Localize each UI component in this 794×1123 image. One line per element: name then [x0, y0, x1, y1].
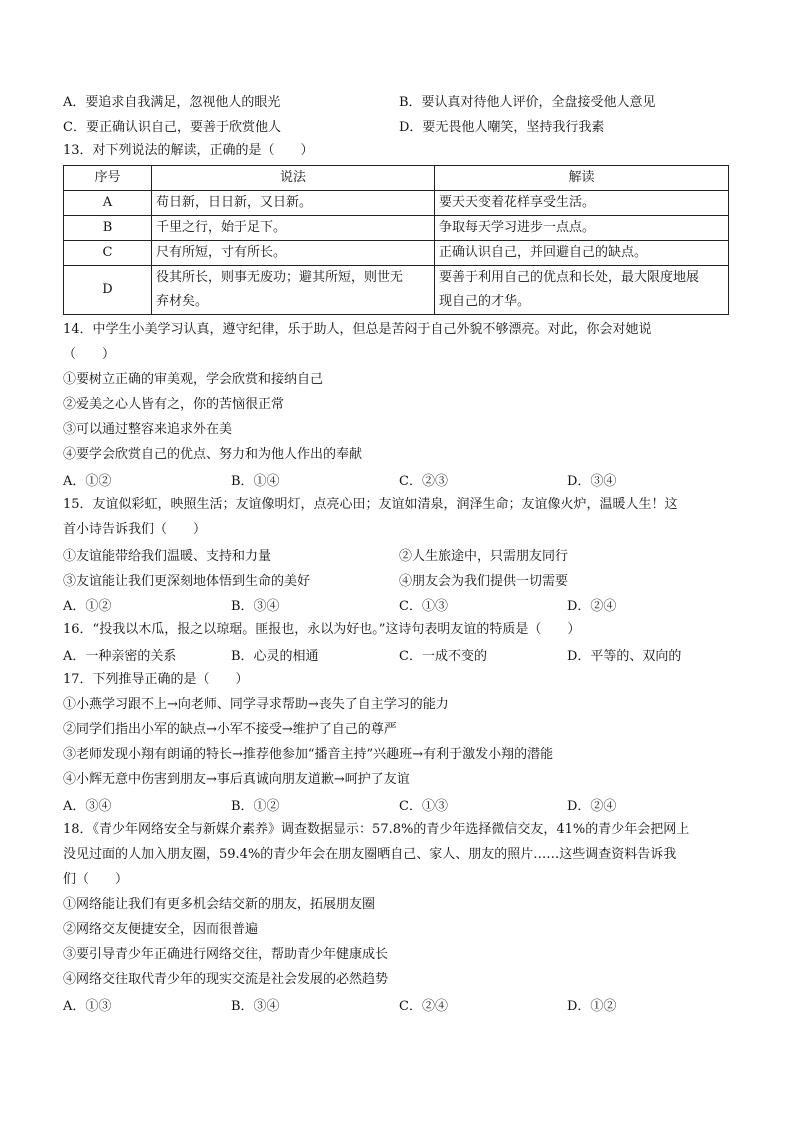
q12-options-row2 — [63, 113, 731, 138]
table-row — [64, 266, 729, 315]
q17-item: ①小燕学习跟不上→向老师、同学寻求帮助→丧失了自主学习的能力 — [63, 697, 449, 712]
table-row — [64, 216, 729, 241]
row-id: B — [64, 216, 152, 241]
row-id: C — [64, 241, 152, 266]
row-say: 苟日新，日日新，又日新。 — [152, 191, 435, 216]
q17-stem: 17．下列推导正确的是（ ） — [63, 672, 249, 687]
q15-items-row1 — [63, 542, 731, 567]
q14-stem-line2: （ ） — [63, 347, 116, 362]
q13-table — [63, 165, 729, 315]
row-say: 千里之行，始于足下。 — [152, 216, 435, 241]
row-read-line2: 现自己的才华。 — [439, 294, 531, 309]
q14-item: ④要学会欣赏自己的优点、努力和为他人作出的奉献 — [63, 447, 363, 462]
q15-option-c[interactable]: C．①③ — [399, 599, 448, 614]
row-say — [152, 266, 435, 315]
q17-options — [63, 792, 731, 817]
q15-item: ③友谊能让我们更深刻地体悟到生命的美好 — [63, 574, 311, 589]
table-row — [64, 191, 729, 216]
q14-item: ③可以通过整容来追求外在美 — [63, 422, 233, 437]
q17-option-a[interactable]: A．③④ — [63, 799, 112, 814]
q18-item: ②网络交友便捷安全，因而很普遍 — [63, 922, 259, 937]
q16-option-c[interactable]: C．一成不变的 — [399, 649, 487, 664]
q18-option-a[interactable]: A．①③ — [63, 999, 112, 1014]
row-read: 要天天变着花样享受生活。 — [435, 191, 729, 216]
q16-option-d[interactable]: D．平等的、双向的 — [567, 649, 682, 664]
q15-stem-line1: 15．友谊似彩虹，映照生活；友谊像明灯，点亮心田；友谊如清泉，润泽生命；友谊像火炉，温暖人生！这 — [63, 497, 678, 512]
q15-option-d[interactable]: D．②④ — [567, 599, 617, 614]
q12-option-b[interactable]: B．要认真对待他人评价，全盘接受他人意见 — [399, 95, 656, 110]
q15-option-b[interactable]: B．③④ — [231, 599, 280, 614]
q15-stem-line2: 首小诗告诉我们（ ） — [63, 522, 207, 537]
q16-option-b[interactable]: B．心灵的相通 — [231, 649, 319, 664]
q14-options — [63, 467, 731, 492]
row-say: 尺有所短，寸有所长。 — [152, 241, 435, 266]
q16-options — [63, 642, 731, 667]
q14-option-c[interactable]: C．②③ — [399, 474, 448, 489]
q17-item: ④小辉无意中伤害到朋友→事后真诚向朋友道歉→呵护了友谊 — [63, 772, 410, 787]
header-id: 序号 — [64, 166, 152, 191]
q18-item: ①网络能让我们有更多机会结交新的朋友，拓展朋友圈 — [63, 897, 376, 912]
q12-options-row1 — [63, 88, 731, 113]
row-read-line1: 要善于利用自己的优点和长处，最大限度地展 — [439, 270, 700, 285]
q17-item: ②同学们指出小军的缺点→小军不接受→维护了自己的尊严 — [63, 722, 397, 737]
q17-option-d[interactable]: D．②④ — [567, 799, 617, 814]
table-row — [64, 241, 729, 266]
q13-stem: 13．对下列说法的解读，正确的是（ ） — [63, 143, 314, 158]
q18-item: ④网络交往取代青少年的现实交流是社会发展的必然趋势 — [63, 972, 389, 987]
header-say: 说法 — [152, 166, 435, 191]
q14-item: ①要树立正确的审美观，学会欣赏和接纳自己 — [63, 372, 324, 387]
q14-item: ②爱美之心人皆有之，你的苦恼很正常 — [63, 397, 285, 412]
q15-option-a[interactable]: A．①② — [63, 599, 112, 614]
row-id: D — [64, 266, 152, 315]
q15-item: ④朋友会为我们提供一切需要 — [399, 574, 569, 589]
q17-option-c[interactable]: C．①③ — [399, 799, 448, 814]
q15-item: ②人生旅途中，只需朋友同行 — [399, 549, 569, 564]
row-say-line2: 弃材矣。 — [156, 294, 209, 309]
row-read — [435, 266, 729, 315]
table-header-row — [64, 166, 729, 191]
q15-items-row2 — [63, 567, 731, 592]
q18-options — [63, 992, 731, 1017]
q14-stem-line1: 14．中学生小美学习认真，遵守纪律，乐于助人，但总是苦闷于自己外貌不够漂亮。对此，你会对她说 — [63, 322, 652, 337]
row-say-line1: 役其所长，则事无废功；避其所短，则世无 — [156, 270, 404, 285]
header-read: 解读 — [435, 166, 729, 191]
q18-option-b[interactable]: B．③④ — [231, 999, 280, 1014]
q18-stem-line1: 18．《青少年网络安全与新媒介素养》调查数据显示：57.8%的青少年选择微信交友，41%的青少年会把网上 — [63, 822, 690, 837]
row-read: 正确认识自己，并回避自己的缺点。 — [435, 241, 729, 266]
q18-option-c[interactable]: C．②④ — [399, 999, 448, 1014]
q12-option-a[interactable]: A．要追求自我满足，忽视他人的眼光 — [63, 95, 281, 110]
q12-option-d[interactable]: D．要无畏他人嘲笑，坚持我行我素 — [399, 120, 605, 135]
exam-page — [63, 88, 731, 1017]
row-id: A — [64, 191, 152, 216]
q18-option-d[interactable]: D．①② — [567, 999, 617, 1014]
row-read: 争取每天学习进步一点点。 — [435, 216, 729, 241]
q14-option-b[interactable]: B．①④ — [231, 474, 280, 489]
q18-item: ③要引导青少年正确进行网络交往，帮助青少年健康成长 — [63, 947, 389, 962]
q15-options — [63, 592, 731, 617]
q17-item: ③老师发现小翔有朗诵的特长→推荐他参加“播音主持”兴趣班→有利于激发小翔的潜能 — [63, 747, 554, 762]
q14-option-a[interactable]: A．①② — [63, 474, 112, 489]
q18-stem-line3: 们（ ） — [63, 872, 129, 887]
q16-stem: 16．“投我以木瓜，报之以琼琚。匪报也，永以为好也。”这诗句表明友谊的特质是（ ） — [63, 622, 581, 637]
q17-option-b[interactable]: B．①② — [231, 799, 280, 814]
q16-option-a[interactable]: A．一种亲密的关系 — [63, 649, 177, 664]
q12-option-c[interactable]: C．要正确认识自己，要善于欣赏他人 — [63, 120, 281, 135]
q18-stem-line2: 没见过面的人加入朋友圈，59.4%的青少年会在朋友圈晒自己、家人、朋友的照片……这些调查资料告诉我 — [63, 847, 677, 862]
q15-item: ①友谊能带给我们温暖、支持和力量 — [63, 549, 272, 564]
q14-option-d[interactable]: D．③④ — [567, 474, 617, 489]
